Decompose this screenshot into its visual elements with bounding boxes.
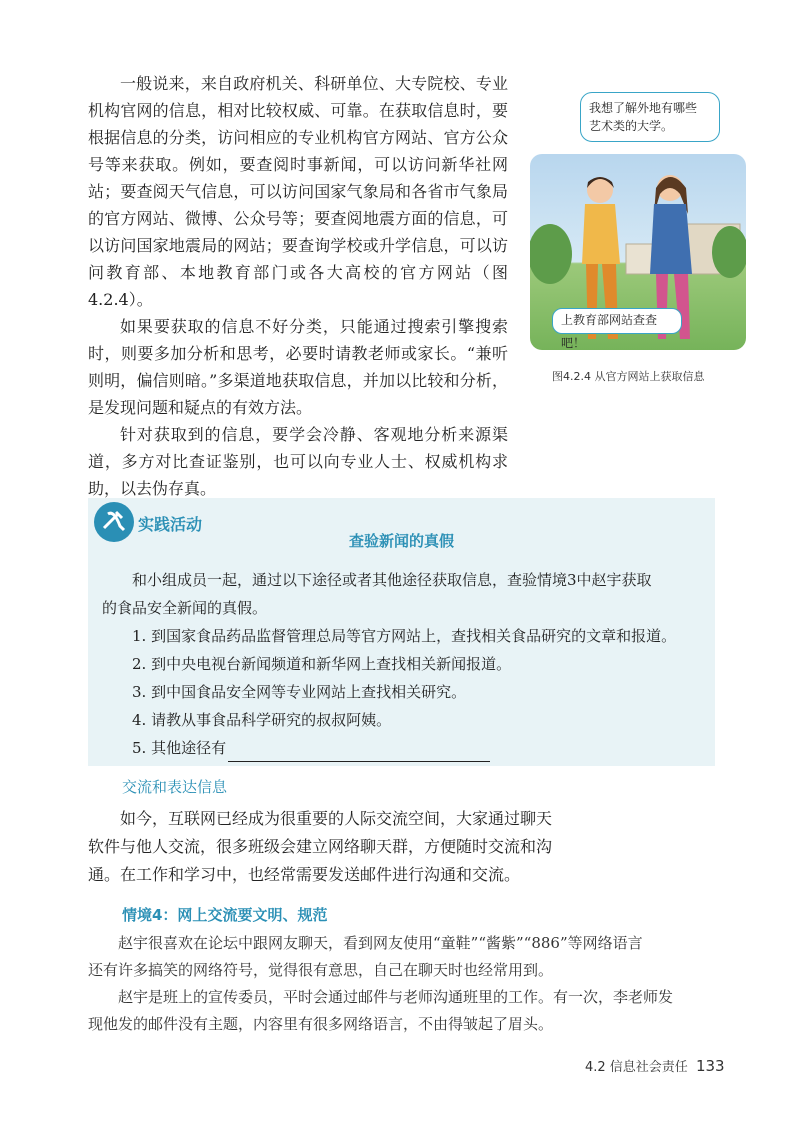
section-heading: 交流和表达信息 [122,778,228,796]
practice-activity-box [88,498,715,766]
list-item: 3. 到中国食品安全网等专业网站上查找相关研究。 [132,683,467,701]
activity-intro: 和小组成员一起，通过以下途径或者其他途径获取信息，查验情境3中赵宇获取 的食品安全新闻的真假。 [102,571,652,617]
list-item: 5. 其他途径有 [132,734,676,762]
speech-bubble-answer: 上教育部网站查查吧！ [552,308,682,334]
intro-paragraph-2: 如果要获取的信息不好分类，只能通过搜索引擎搜索时，则要多加分析和思考，必要时请教老师或家长。“兼听则明，偏信则暗。”多渠道地获取信息，并加以比较和分析，是发现问题和疑点的有效方法。 [88,317,508,417]
figure-4-2-4 [530,92,746,392]
intro-paragraph-1: 一般说来，来自政府机关、科研单位、大专院校、专业机构官网的信息，相对比较权威、可靠。在获取信息时，要根据信息的分类，访问相应的专业机构官方网站、官方公众号等来获取。例如，要查阅时事新闻，可以访问新华社网站；要查阅天气信息，可以访问国家气象局和各省市气象局的官方网站、微博、公众号等；要查阅地震方面的信息，可以访问国家地震局的网站；要查询学校或升学信息，可以访问教育部、本地教育部门或各大高校的官方网站（图4.2.4）。 [88,74,508,309]
answer-blank[interactable] [228,743,490,762]
intro-text [88,70,508,502]
scenario-text: 赵宇很喜欢在论坛中跟网友聊天，看到网友使用“童鞋”“酱紫”“886”等网络语言 还有许多搞笑的网络符号，觉得很有意思，自己在聊天时也经常用到。 赵宇是班上的宣传委员，平时会通过邮件与老师沟通班里的工作。有一次，李老师发 现他发的邮件没有主题，内容里有很多网络语言，不由得皱起了眉头。 [88,934,674,1033]
page-number: 133 [695,1057,725,1075]
page-footer [585,1056,725,1075]
list-item: 1. 到国家食品药品监督管理总局等官方网站上，查找相关食品研究的文章和报道。 [132,627,677,645]
speech-question-line-2: 艺术类的大学。 [589,119,674,133]
list-item: 4. 请教从事食品科学研究的叔叔阿姨。 [132,711,392,729]
activity-heading: 实践活动 [138,515,203,534]
speech-bubble-question [580,92,720,142]
scenario-heading: 情境4：网上交流要文明、规范 [122,906,328,924]
activity-subtitle: 查验新闻的真假 [348,532,454,550]
figure-caption: 图4.2.4 从官方网站上获取信息 [552,370,705,383]
activity-list [132,622,676,762]
footer-section: 4.2 信息社会责任 [585,1060,688,1075]
speech-question-line-1: 我想了解外地有哪些 [589,101,698,115]
intro-paragraph-3: 针对获取到的信息，要学会冷静、客观地分析来源渠道，多方对比查证鉴别，也可以向专业人士、权威机构求助，以去伪存真。 [88,425,508,498]
list-item: 2. 到中央电视台新闻频道和新华网上查找相关新闻报道。 [132,655,512,673]
section-text: 如今，互联网已经成为很重要的人际交流空间，大家通过聊天 软件与他人交流，很多班级会建立网络聊天群，方便随时交流和沟 通。在工作和学习中，也经常需要发送邮件进行沟通和交流。 [88,809,553,884]
